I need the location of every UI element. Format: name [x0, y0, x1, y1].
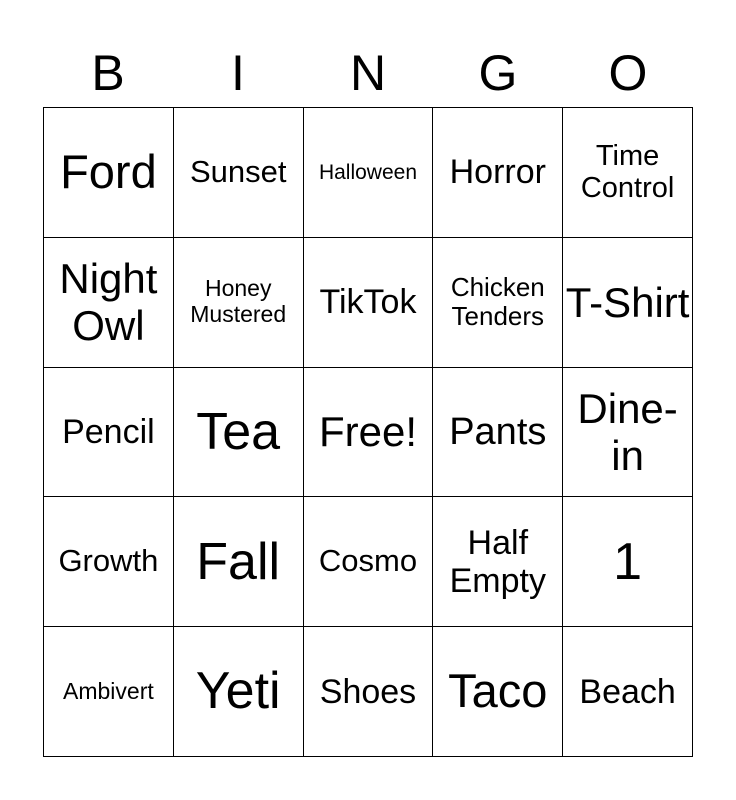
cell-label: Night Owl — [59, 255, 158, 350]
bingo-cell[interactable] — [304, 108, 434, 238]
bingo-cell[interactable] — [304, 497, 434, 627]
cell-label: Fall — [196, 532, 281, 591]
bingo-cell[interactable] — [563, 108, 693, 238]
bingo-cell[interactable] — [44, 238, 174, 368]
bingo-cell[interactable] — [433, 368, 563, 498]
bingo-cell[interactable] — [563, 497, 693, 627]
cell-label: Growth — [58, 543, 159, 579]
header-letter-n: N — [349, 45, 387, 101]
cell-label: Half Empty — [449, 523, 546, 600]
bingo-cell[interactable] — [44, 627, 174, 757]
bingo-cell[interactable] — [304, 627, 434, 757]
cell-label: Taco — [448, 664, 548, 718]
bingo-cell[interactable] — [563, 238, 693, 368]
cell-label: Tea — [196, 402, 281, 461]
cell-label: Sunset — [189, 154, 287, 190]
bingo-cell[interactable] — [174, 627, 304, 757]
cell-label: Cosmo — [318, 543, 418, 579]
cell-label: Pants — [449, 410, 547, 453]
header-letter-i: I — [231, 45, 245, 101]
bingo-cell[interactable] — [563, 627, 693, 757]
cell-label: Halloween — [318, 160, 418, 184]
cell-label: Pencil — [62, 412, 155, 451]
bingo-cell[interactable] — [174, 497, 304, 627]
cell-label: Honey Mustered — [190, 275, 287, 328]
cell-label: Dine-in — [577, 384, 678, 479]
bingo-cell[interactable] — [44, 497, 174, 627]
bingo-cell[interactable] — [563, 368, 693, 498]
bingo-cell[interactable] — [433, 238, 563, 368]
cell-label: Free! — [318, 408, 417, 456]
bingo-cell[interactable] — [44, 108, 174, 238]
header-letter-b: B — [91, 45, 125, 101]
bingo-header — [43, 40, 693, 106]
cell-label: Ambivert — [63, 677, 154, 704]
cell-label: Beach — [579, 672, 676, 711]
cell-label: Chicken Tenders — [450, 272, 545, 332]
bingo-cell[interactable] — [304, 238, 434, 368]
cell-label: TikTok — [319, 283, 417, 322]
header-letter-g: G — [478, 45, 518, 101]
bingo-cell[interactable] — [433, 108, 563, 238]
cell-label: T-Shirt — [565, 278, 690, 326]
bingo-cell[interactable] — [433, 627, 563, 757]
bingo-cell[interactable] — [174, 368, 304, 498]
bingo-cell[interactable] — [304, 368, 434, 498]
header-letter-o: O — [608, 45, 648, 101]
cell-label: Time Control — [580, 139, 675, 205]
bingo-cell[interactable] — [174, 108, 304, 238]
cell-label: Shoes — [319, 672, 417, 711]
cell-label: Horror — [449, 153, 546, 192]
cell-label: 1 — [613, 532, 643, 591]
cell-label: Yeti — [195, 662, 281, 721]
bingo-cell[interactable] — [433, 497, 563, 627]
bingo-cell[interactable] — [174, 238, 304, 368]
cell-label: Ford — [60, 145, 157, 199]
bingo-board — [43, 107, 693, 757]
bingo-cell[interactable] — [44, 368, 174, 498]
